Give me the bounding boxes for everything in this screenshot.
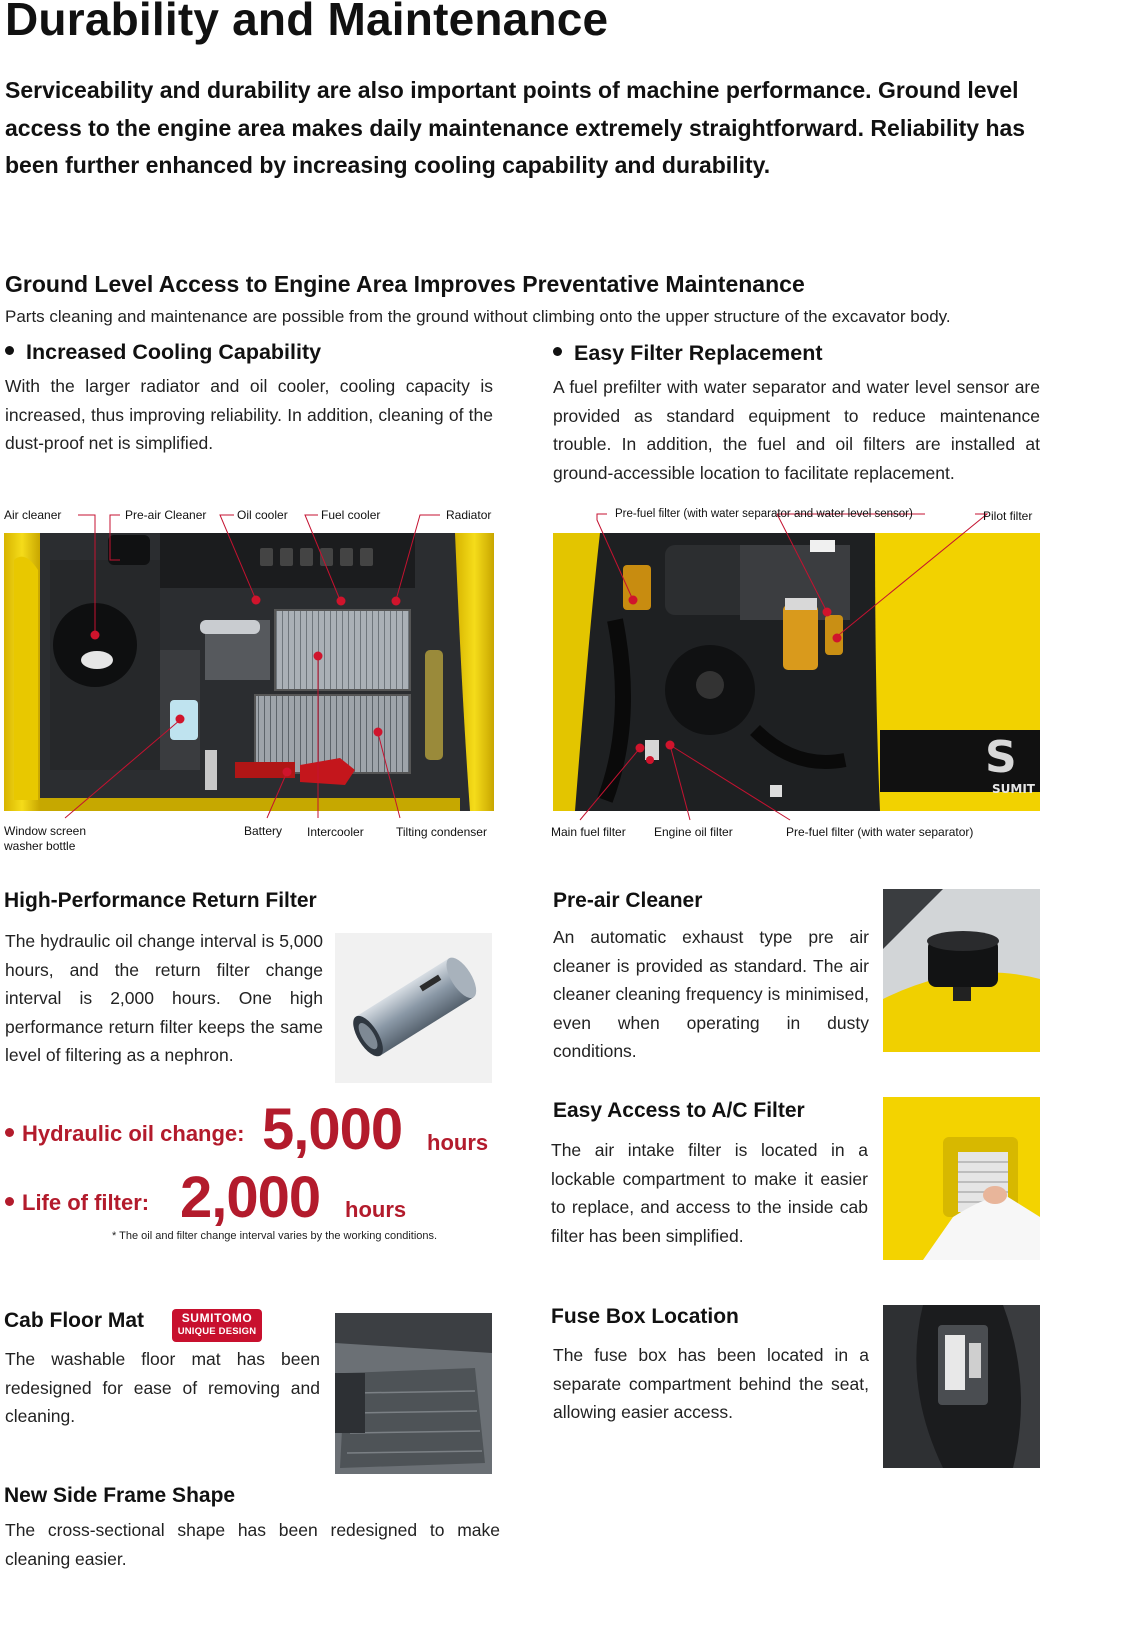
fuse-box-image [883,1305,1040,1468]
spec-hydraulic-label: Hydraulic oil change: [5,1121,245,1147]
cooling-diagram [0,500,520,860]
engine-bay-illustration [0,500,520,860]
ac-filter-heading: Easy Access to A/C Filter [553,1099,805,1122]
unique-design-badge: SUMITOMO UNIQUE DESIGN [172,1309,262,1342]
machine-logo: SUMIT [992,782,1035,796]
label-pre-air-cleaner: Pre-air Cleaner [125,508,207,522]
filter-heading: Easy Filter Replacement [553,341,823,366]
return-filter-body: The hydraulic oil change interval is 5,000 hours, and the return filter change interval is 2,000 hours. One high performance return filter keeps the same level of filtering as a nephron. [5,931,323,1065]
filter-body: A fuel prefilter with water separator and water level sensor are provided as standard equipment to reduce maintenance trouble. In addition, the fuel and oil filters are installed at ground-accessible location to facilitate replacement. [553,377,1040,483]
intro-paragraph: Serviceability and durability are also important points of machine performance. Ground level access to the engine area makes daily maintenance extremely straightforward. Reliability has been further enhanced by increasing cooling capability and durability. [5,77,1026,178]
spec-hydraulic-unit: hours [427,1130,489,1155]
fuse-box-body: The fuse box has been located in a separate compartment behind the seat, allowing easier access. [553,1345,869,1422]
floor-mat-heading: Cab Floor Mat [4,1309,144,1332]
side-frame-body: The cross-sectional shape has been redesigned to make cleaning easier. [5,1520,500,1569]
filter-bay-illustration [545,500,1050,860]
spec-filter-life-value: 2,000 [180,1165,321,1230]
label-oil-cooler: Oil cooler [237,508,288,522]
interval-note: * The oil and filter change interval varies by the working conditions. [112,1230,438,1242]
side-frame-heading: New Side Frame Shape [4,1484,236,1507]
return-filter-image [335,933,492,1083]
spec-filter-life-unit: hours [345,1197,407,1222]
label-tilting-condenser: Tilting condenser [396,825,487,839]
cooling-heading: Increased Cooling Capability [5,340,321,365]
pre-air-cleaner-body: An automatic exhaust type pre air cleaner is provided as standard. The air cleaner cleaning frequency is minimised, even when operating in dusty conditions. [553,927,869,1061]
bullet-icon [553,347,562,356]
spec-hydraulic-value: 5,000 [262,1097,403,1162]
label-main-fuel-filter: Main fuel filter [551,825,626,839]
filter-diagram [545,500,1050,860]
ac-filter-photo [883,1097,1040,1260]
label-fuel-cooler: Fuel cooler [321,508,381,522]
label-pilot-filter: Pilot filter [983,509,1033,523]
label-engine-oil-filter: Engine oil filter [654,825,733,839]
label-pre-fuel-filter-separator: Pre-fuel filter (with water separator) [786,825,974,839]
fuse-box-heading: Fuse Box Location [551,1305,739,1328]
bullet-icon [5,1197,14,1206]
spec-filter-life-label: Life of filter: [5,1190,149,1216]
ac-filter-image [883,1097,1040,1260]
cooling-body: With the larger radiator and oil cooler, cooling capacity is increased, thus improving reliability. In addition, cleaning of the dust-proof net is simplified. [5,376,493,453]
svg-text:S: S [985,732,1017,783]
ac-filter-body: The air intake filter is located in a lockable compartment to make it easier to replace, and access to the inside cab filter has been simplified. [551,1140,868,1246]
return-filter-heading: High-Performance Return Filter [4,889,317,912]
label-pre-fuel-filter-sensor: Pre-fuel filter (with water separator and water level sensor) [615,508,913,520]
bullet-icon [5,1128,14,1137]
ground-access-lead: Parts cleaning and maintenance are possible from the ground without climbing onto the upper structure of the excavator body. [5,307,951,326]
ground-access-heading: Ground Level Access to Engine Area Improves Preventative Maintenance [5,271,805,297]
floor-mat-image [335,1313,492,1474]
pre-air-cleaner-heading: Pre-air Cleaner [553,889,703,912]
bullet-icon [5,346,14,355]
fuse-box-photo [883,1305,1040,1468]
label-window-washer: Window screen washer bottle [4,824,87,853]
label-intercooler: Intercooler [307,825,364,839]
floor-mat-photo [335,1313,492,1474]
pre-air-cleaner-image [883,889,1040,1052]
page-title: Durability and Maintenance [5,0,609,45]
pre-air-cleaner-photo [883,889,1040,1052]
label-radiator: Radiator [446,508,492,522]
floor-mat-body: The washable floor mat has been redesigned for ease of removing and cleaning. [5,1349,320,1426]
label-battery: Battery [244,824,283,838]
return-filter-photo [335,933,492,1083]
label-air-cleaner: Air cleaner [4,508,62,522]
